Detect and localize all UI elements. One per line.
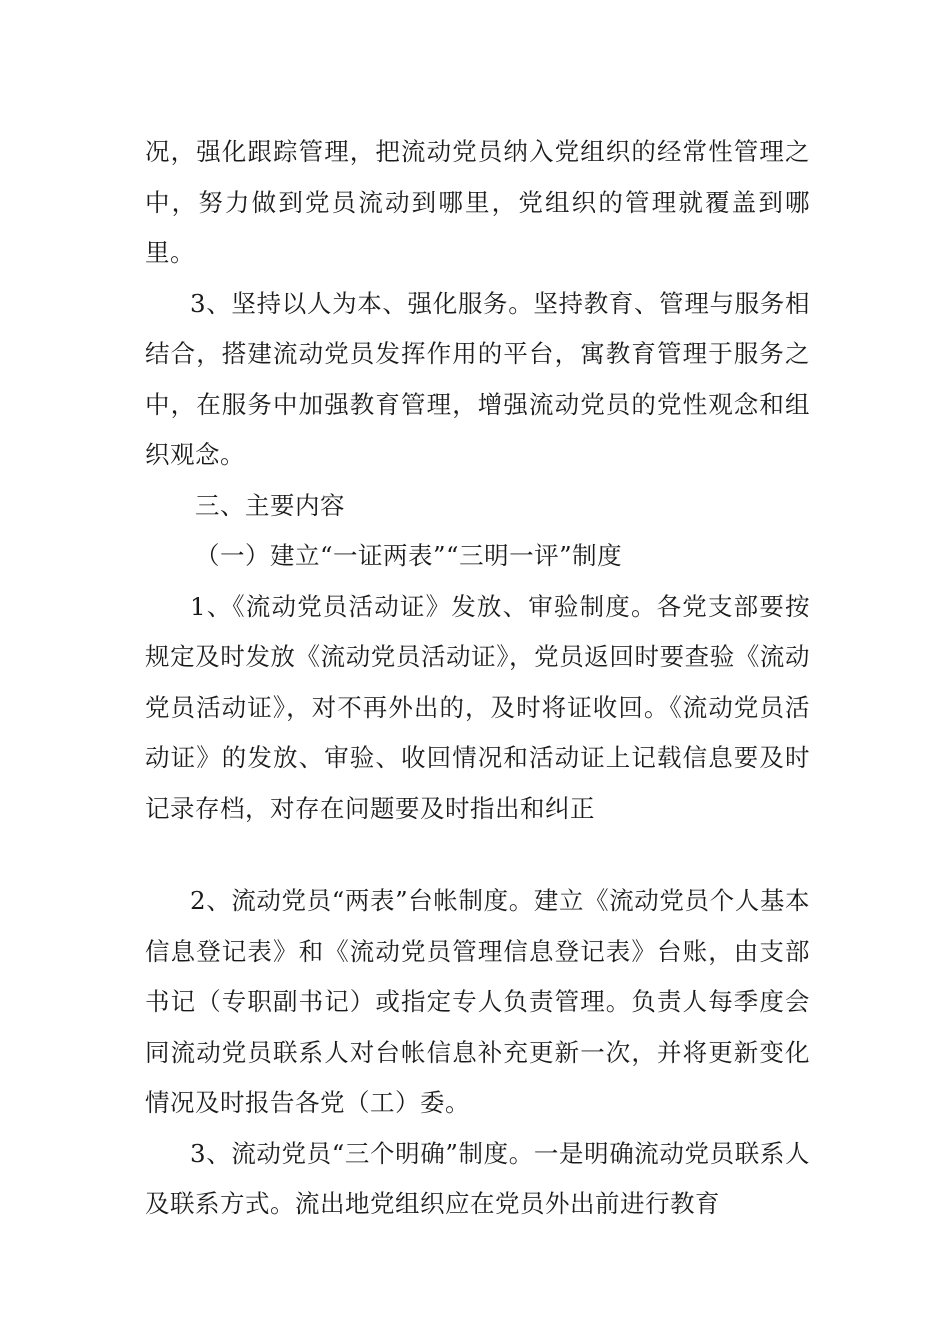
paragraph-item-1: 1、《流动党员活动证》发放、审验制度。各党支部要按规定及时发放《流动党员活动证》，党员返回时要查验《流动党员活动证》，对不再外出的，及时将证收回。《流动党员活动证》的发放、审验、收回情况和活动证上记载信息要及时记录存档，对存在问题要及时指出和纠正 bbox=[145, 591, 810, 823]
section-heading-main-content: 三、主要内容 bbox=[195, 490, 345, 520]
subsection-heading: （一）建立“一证两表”“三明一评”制度 bbox=[195, 541, 623, 570]
paragraph-continued: 况，强化跟踪管理，把流动党员纳入党组织的经常性管理之中，努力做到党员流动到哪里，党组织的管理就覆盖到哪里。 bbox=[145, 137, 810, 267]
paragraph-item-3: 3、坚持以人为本、强化服务。坚持教育、管理与服务相结合，搭建流动党员发挥作用的平台，寓教育管理于服务之中，在服务中加强教育管理，增强流动党员的党性观念和组织观念。 bbox=[145, 288, 810, 469]
paragraph-item-2: 2、流动党员“两表”台帐制度。建立《流动党员个人基本信息登记表》和《流动党员管理信息登记表》台账，由支部书记（专职副书记）或指定专人负责管理。负责人每季度会同流动党员联系人对台帐信息补充更新一次，并将更新变化情况及时报告各党（工）委。 bbox=[145, 886, 810, 1117]
text-block-upper bbox=[145, 127, 810, 834]
paragraph-item-3b: 3、流动党员“三个明确”制度。一是明确流动党员联系人及联系方式。流出地党组织应在党员外出前进行教育 bbox=[145, 1138, 810, 1218]
text-block-lower bbox=[145, 876, 810, 1230]
